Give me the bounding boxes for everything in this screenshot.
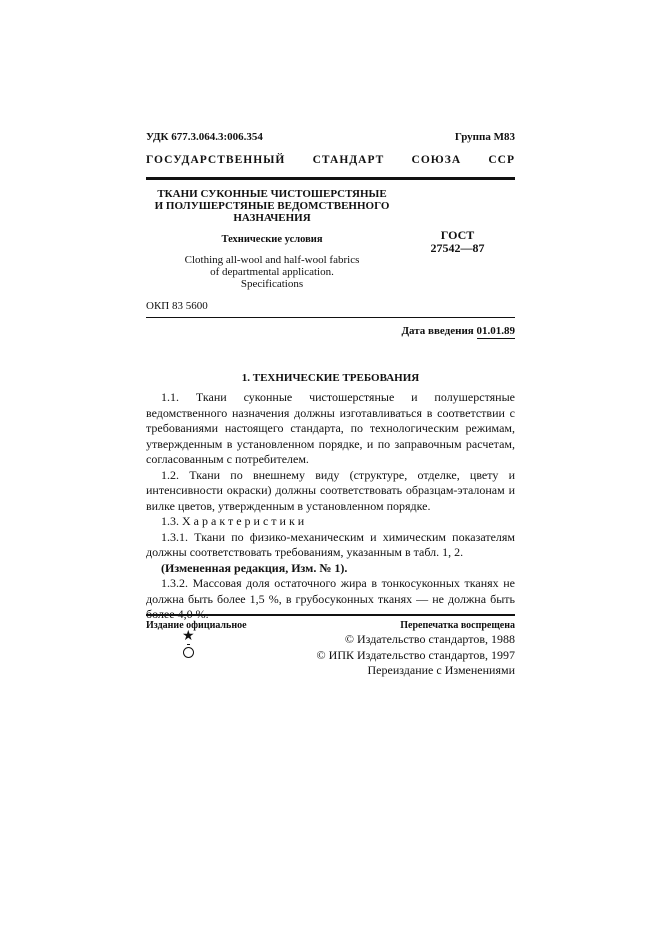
star-icon: ★ [182, 629, 195, 644]
section-heading: 1. ТЕХНИЧЕСКИЕ ТРЕБОВАНИЯ [241, 372, 420, 384]
state-standard-heading: ГОСУДАРСТВЕННЫЙ СТАНДАРТ СОЮЗА ССР [146, 154, 515, 166]
reissue-note: Переиздание с Изменениями [367, 663, 515, 677]
amendment-note: (Измененная редакция, Изм. № 1). [161, 560, 348, 575]
paragraph-1-3-number: 1.3. [161, 514, 179, 528]
gost-number: 27542—87 [430, 241, 485, 255]
group-code: Группа М83 [454, 131, 515, 143]
english-title-line: of departmental application. [210, 266, 334, 278]
section-body [146, 390, 515, 623]
document-title [146, 188, 398, 224]
paragraph-1-3-2: 1.3.2. Массовая доля остаточного жира в тонкосуконных тканях не должна быть более 1,5 %, в грубосуконных тканях — не должна быть [146, 576, 515, 606]
footer-rule [146, 614, 515, 616]
title-line: НАЗНАЧЕНИЯ [233, 212, 311, 224]
title-line: И ПОЛУШЕРСТЯНЫЕ ВЕДОМСТВЕННОГО [154, 200, 390, 212]
okp-code: ОКП 83 5600 [146, 300, 208, 312]
english-title-line: Clothing all-wool and half-wool fabrics [184, 254, 360, 266]
paragraph-1-3-1: 1.3.1. Ткани по физико-механическим и химическим показателям должны соответствовать требованиям, указанным в табл. 1, 2. [146, 529, 515, 559]
intro-date-label: Дата введения [401, 325, 474, 337]
gost-designation [400, 229, 515, 255]
intro-date-value: 01.01.89 [476, 325, 515, 337]
document-subtitle: Технические условия [221, 234, 323, 245]
reprint-prohibited: Перепечатка воспрещена [400, 620, 515, 631]
english-title [146, 254, 398, 290]
title-line: ТКАНИ СУКОННЫЕ ЧИСТОШЕРСТЯНЫЕ [157, 188, 387, 200]
gost-label: ГОСТ [440, 228, 475, 242]
copyright-block [317, 632, 515, 679]
udk-code: УДК 677.3.064.3:006.354 [146, 131, 263, 143]
top-rule [146, 177, 515, 180]
paragraph-1-3 [146, 514, 515, 530]
copyright-2: © ИПК Издательство стандартов, 1997 [316, 647, 515, 662]
paragraph-1-3-label: Характеристики [182, 514, 308, 528]
english-title-line: Specifications [240, 278, 304, 290]
okp-rule [146, 317, 515, 318]
paragraph-1-1: 1.1. Ткани суконные чистошерстяные и полушерстяные ведомственного назначения должны изготавливаться в соответствии с требованиями настоящего стандарта, по технологическим режимам, утвержденным в установленном порядке, и по заправочным расчетам, согласованным с потребителем. [146, 390, 515, 466]
copyright-1: © Издательство стандартов, 1988 [344, 632, 515, 646]
intro-date [401, 325, 515, 337]
circle-icon [183, 647, 194, 658]
paragraph-1-2: 1.2. Ткани по внешнему виду (структуре, отделке, цвету и интенсивности окраски) должны соответствовать образцам-эталонам и вилке цветов, утвержденным в установленном порядке. [146, 467, 515, 513]
official-edition: Издание официальное [146, 620, 247, 631]
